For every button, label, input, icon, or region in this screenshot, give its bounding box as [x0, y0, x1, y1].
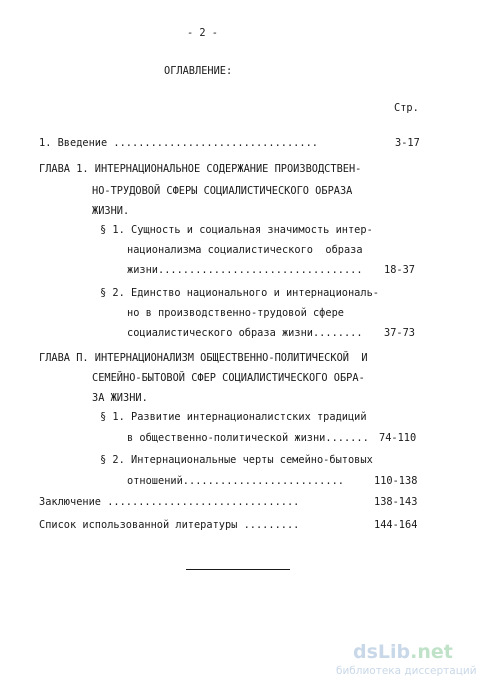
section-title-line: социалистического образа жизни........ — [127, 327, 363, 339]
section-title-line: § 1. Сущность и социальная значимость интер- — [100, 224, 373, 236]
section-title-line: но в производственно-трудовой сфере — [127, 307, 344, 319]
watermark-subtitle: библиотека диссертаций — [336, 665, 477, 677]
toc-entry-pages: 110-138 — [374, 475, 418, 487]
toc-entry-pages: 144-164 — [374, 519, 418, 531]
toc-entry-pages: 18-37 — [384, 264, 415, 276]
chapter-title-line: СЕМЕЙНО-БЫТОВОЙ СФЕР СОЦИАЛИСТИЧЕСКОГО ОБРА- — [92, 372, 365, 384]
watermark-logo: dsLib.net — [353, 641, 453, 663]
page-number: - 2 - — [187, 27, 218, 39]
section-title-line: национализма социалистического образа — [127, 244, 363, 256]
toc-entry-pages: 138-143 — [374, 496, 418, 508]
toc-entry-pages: 74-110 — [379, 432, 417, 444]
chapter-title-line: ГЛАВА П. ИНТЕРНАЦИОНАЛИЗМ ОБЩЕСТВЕННО-ПОЛИТИЧЕСКОЙ И — [39, 352, 368, 364]
toc-entry-pages: 37-73 — [384, 327, 415, 339]
toc-entry-label: Список использованной литературы ......... — [39, 519, 300, 531]
section-title-line: отношений.......................... — [127, 475, 344, 487]
section-title-line: § 1. Развитие интернационалистских традиций — [100, 411, 367, 423]
section-title-line: жизни................................. — [127, 264, 363, 276]
section-title-line: § 2. Единство национального и интернациональ- — [100, 287, 379, 299]
end-rule-divider — [186, 569, 290, 570]
chapter-title-line: ЖИЗНИ. — [92, 205, 130, 217]
toc-entry-label: Заключение ............................... — [39, 496, 300, 508]
chapter-title-line: ГЛАВА 1. ИНТЕРНАЦИОНАЛЬНОЕ СОДЕРЖАНИЕ ПРОИЗВОДСТВЕН- — [39, 163, 362, 175]
toc-heading: ОГЛАВЛЕНИЕ: — [164, 65, 233, 77]
section-title-line: в общественно-политической жизни....... — [127, 432, 369, 444]
toc-entry-pages: 3-17 — [395, 137, 420, 149]
chapter-title-line: НО-ТРУДОВОЙ СФЕРЫ СОЦИАЛИСТИЧЕСКОГО ОБРАЗА — [92, 185, 353, 197]
toc-entry-label: 1. Введение ................................. — [39, 137, 318, 149]
page-column-label: Стр. — [394, 102, 419, 114]
section-title-line: § 2. Интернациональные черты семейно-бытовых — [100, 454, 373, 466]
chapter-title-line: ЗА ЖИЗНИ. — [92, 392, 148, 404]
